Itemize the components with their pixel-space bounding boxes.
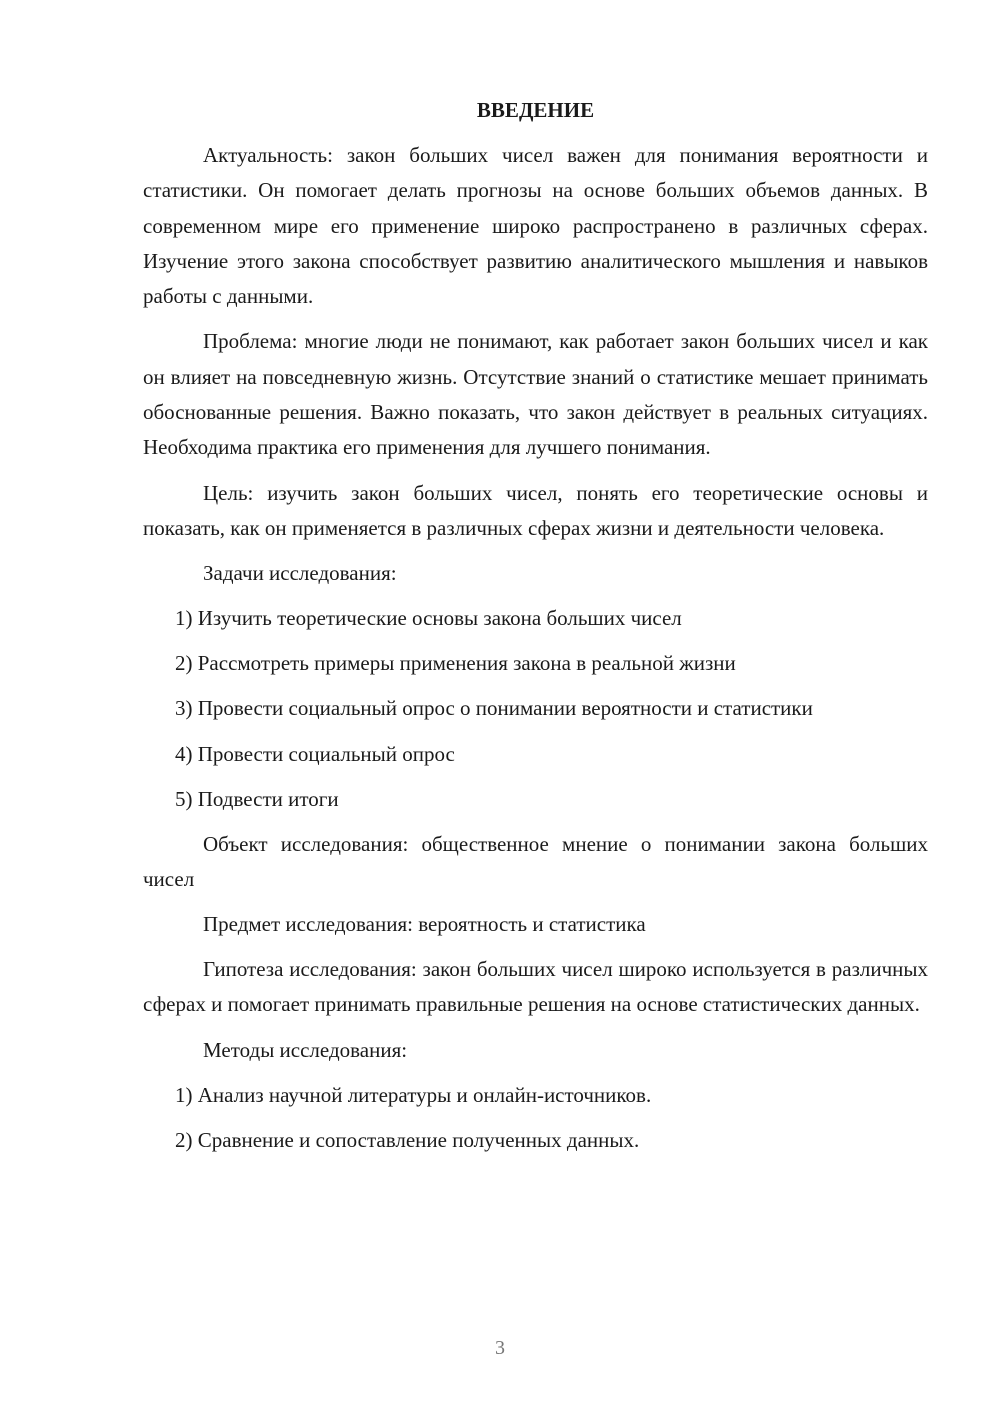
task-item-2: 2) Рассмотреть примеры применения закона в реальной жизни [175,651,736,676]
object-paragraph: Объект исследования: общественное мнение о понимании закона больших чисел [143,831,928,891]
page-title: ВВЕДЕНИЕ [476,98,595,122]
task-item-3: 3) Провести социальный опрос о понимании вероятности и статистики [175,696,813,721]
goal-paragraph: Цель: изучить закон больших чисел, понять его теоретические основы и показать, как он применяется в различных сферах жизни и деятельности человека. [143,480,928,540]
task-item-4: 4) Провести социальный опрос [175,741,455,766]
methods-heading: Методы исследования: [203,1037,408,1062]
hypothesis-paragraph: Гипотеза исследования: закон больших чисел широко используется в различных сферах и помогает принимать правильные решения на основе статистических данных. [143,957,928,1017]
subject-paragraph: Предмет исследования: вероятность и статистика [203,912,646,937]
document-page [143,96,928,1168]
task-item-1: 1) Изучить теоретические основы закона больших чисел [175,606,682,631]
method-item-2: 2) Сравнение и сопоставление полученных данных. [175,1127,640,1152]
task-item-5: 5) Подвести итоги [175,786,339,811]
page-number: 3 [495,1337,505,1359]
tasks-heading: Задачи исследования: [203,561,397,586]
relevance-paragraph: Актуальность: закон больших чисел важен для понимания вероятности и статистики. Он помогает делать прогнозы на основе больших объемов данных. В современном мире его применение широко распространено в различных сферах. Изучение этого закона способствует развитию аналитического мышления и навыков работы с данными. [143,143,928,309]
method-item-1: 1) Анализ научной литературы и онлайн-источников. [175,1082,652,1107]
problem-paragraph: Проблема: многие люди не понимают, как работает закон больших чисел и как он влияет на повседневную жизнь. Отсутствие знаний о статистике мешает принимать обоснованные решения. Важно показать, что закон действует в реальных ситуациях. Необходима практика его применения для лучшего понимания. [143,329,928,460]
